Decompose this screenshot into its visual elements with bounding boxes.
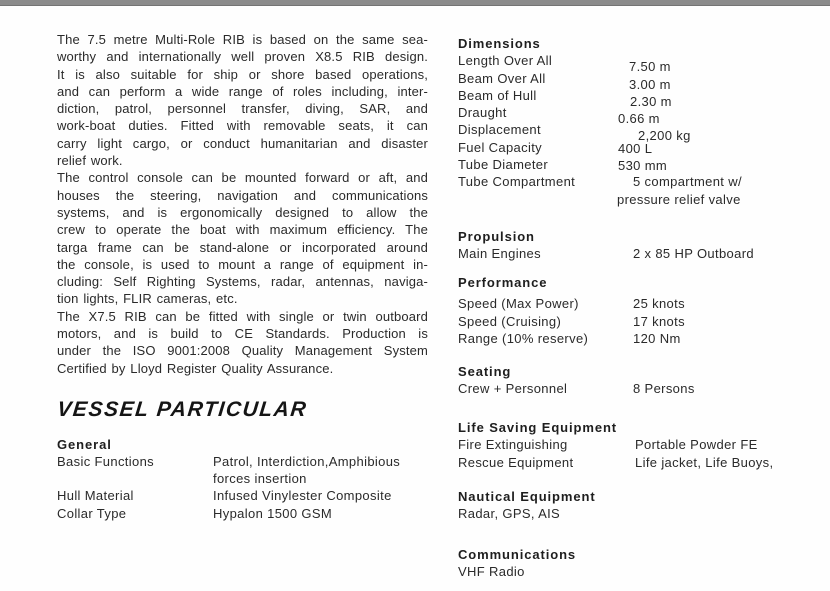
- spec-label: Crew + Personnel: [458, 381, 568, 397]
- spec-row-tube-compartment: [458, 174, 818, 208]
- spec-label: Beam of Hull: [458, 87, 537, 103]
- intro-line: relief work.: [57, 153, 123, 169]
- dimensions-heading: Dimensions: [458, 36, 541, 51]
- nautical-equipment-heading: Nautical Equipment: [458, 489, 596, 504]
- nautical-equipment-section: [458, 489, 818, 521]
- intro-line: systems, and is ergonomically designed to allow the: [57, 204, 428, 220]
- intro-line: under the ISO 9001:2008 Quality Management System: [57, 343, 428, 359]
- spec-value: 17 knots: [633, 313, 685, 329]
- spec-label: Speed (Cruising): [458, 313, 562, 329]
- intro-line: diction, patrol, personnel transfer, diving, SAR, and: [57, 101, 428, 117]
- spec-value-line2: pressure relief valve: [617, 192, 741, 208]
- vessel-particular-title: VESSEL PARTICULAR: [56, 398, 309, 421]
- spec-row-length-over-all: [458, 53, 818, 75]
- spec-value: 25 knots: [633, 296, 685, 312]
- spec-value: 8 Persons: [633, 381, 695, 397]
- spec-label: Length Over All: [458, 53, 553, 69]
- spec-value: 3.00 m: [629, 76, 671, 92]
- spec-row-beam-over-all: [458, 70, 818, 92]
- spec-value: Hypalon 1500 GSM: [213, 506, 333, 521]
- spec-label: Fire Extinguishing: [458, 437, 568, 453]
- spec-label: Displacement: [458, 122, 541, 138]
- communications-value: VHF Radio: [458, 564, 525, 580]
- intro-line: motors, and is build to CE Standards. Production is: [57, 326, 428, 342]
- nautical-equipment-value: Radar, GPS, AIS: [458, 506, 561, 522]
- spec-row-crew-personnel: [458, 381, 818, 398]
- intro-line: work-boat duties. Fitted with removable seats, it can: [57, 118, 428, 134]
- spec-label: Tube Diameter: [458, 157, 549, 173]
- spec-row-draught: [458, 105, 818, 127]
- spec-row-range: [458, 331, 818, 348]
- spec-label: Hull Material: [57, 488, 134, 503]
- spec-value: 2.30 m: [630, 93, 672, 109]
- intro-line: The X7.5 RIB can be fitted with single or twin outboard: [57, 308, 428, 324]
- general-heading: General: [57, 437, 112, 452]
- spec-value: Infused Vinylester Composite: [213, 488, 392, 503]
- spec-value: 2 x 85 HP Outboard: [633, 246, 754, 262]
- communications-heading: Communications: [458, 547, 577, 562]
- performance-section: [458, 275, 818, 348]
- seating-section: [458, 364, 818, 399]
- spec-row-speed-cruising: [458, 314, 818, 331]
- spec-value: Portable Powder FE: [635, 437, 758, 453]
- spec-row-beam-of-hull: [458, 87, 818, 109]
- intro-line: It is also suitable for ship or shore based operations,: [57, 66, 428, 82]
- intro-line: and can perform a wide range of roles including, inter-: [57, 83, 428, 99]
- spec-label: Collar Type: [57, 506, 127, 521]
- spec-value: 2,200 kg: [638, 128, 691, 144]
- spec-label: Beam Over All: [458, 70, 546, 86]
- life-saving-heading: Life Saving Equipment: [458, 420, 618, 435]
- spec-row-tube-diameter: [458, 157, 818, 174]
- intro-line: The control console can be mounted forward or aft, and: [57, 170, 428, 186]
- intro-line: carry light cargo, or conduct humanitarian and disaster: [57, 135, 428, 151]
- spec-row-speed-max: [458, 296, 818, 313]
- window-top-bar: [0, 0, 830, 6]
- propulsion-section: [458, 229, 818, 264]
- performance-heading: Performance: [458, 275, 548, 290]
- spec-value: 0.66 m: [618, 111, 660, 127]
- spec-value-line2: forces insertion: [213, 471, 307, 486]
- dimensions-section: [458, 36, 818, 208]
- spec-value: 120 Nm: [633, 330, 681, 346]
- intro-line: worthy and internationally well proven X8.5 RIB design.: [57, 49, 428, 65]
- communications-section: [458, 547, 818, 579]
- seating-heading: Seating: [458, 364, 512, 379]
- spec-row-fire-extinguishing: [458, 437, 818, 454]
- spec-value: Patrol, Interdiction,Amphibious: [213, 454, 401, 469]
- intro-line: The 7.5 metre Multi-Role RIB is based on the same sea-: [57, 32, 428, 47]
- spec-value: 5 compartment w/: [633, 174, 742, 190]
- spec-row-fuel-capacity: [458, 140, 818, 157]
- intro-line: the console, is used to mount a range of equipment in-: [57, 256, 428, 272]
- spec-label: Fuel Capacity: [458, 139, 543, 155]
- spec-label: Basic Functions: [57, 454, 155, 469]
- general-section: [57, 437, 429, 521]
- intro-line: targa frame can be stand-alone or incorporated around: [57, 239, 428, 255]
- spec-row-basic-functions: [57, 454, 429, 486]
- intro-line: houses the steering, navigation and communications: [57, 187, 428, 203]
- life-saving-equipment-section: [458, 420, 818, 472]
- spec-label: Range (10% reserve): [458, 330, 589, 346]
- spec-value: Life jacket, Life Buoys,: [635, 454, 774, 470]
- spec-value: 7.50 m: [629, 59, 671, 75]
- intro-text-block: [57, 31, 428, 377]
- spec-label: Speed (Max Power): [458, 296, 579, 312]
- spec-value: 400 L: [618, 140, 653, 156]
- intro-line: tion lights, FLIR cameras, etc.: [57, 291, 238, 307]
- spec-row-main-engines: [458, 246, 818, 263]
- spec-row-hull-material: [57, 488, 429, 503]
- spec-label: Draught: [458, 105, 507, 121]
- spec-label: Tube Compartment: [458, 174, 576, 190]
- intro-line: cluding: Self Righting Systems, radar, antennas, naviga-: [57, 274, 428, 290]
- propulsion-heading: Propulsion: [458, 229, 535, 244]
- spec-label: Rescue Equipment: [458, 454, 574, 470]
- intro-line: Certified by Lloyd Register Quality Assurance.: [57, 360, 334, 376]
- spec-value: 530 mm: [618, 158, 668, 174]
- intro-line: crew to operate the boat with maximum efficiency. The: [57, 222, 428, 238]
- spec-row-displacement: [458, 122, 818, 144]
- spec-row-rescue-equipment: [458, 455, 818, 472]
- spec-label: Main Engines: [458, 246, 541, 262]
- spec-row-collar-type: [57, 506, 429, 521]
